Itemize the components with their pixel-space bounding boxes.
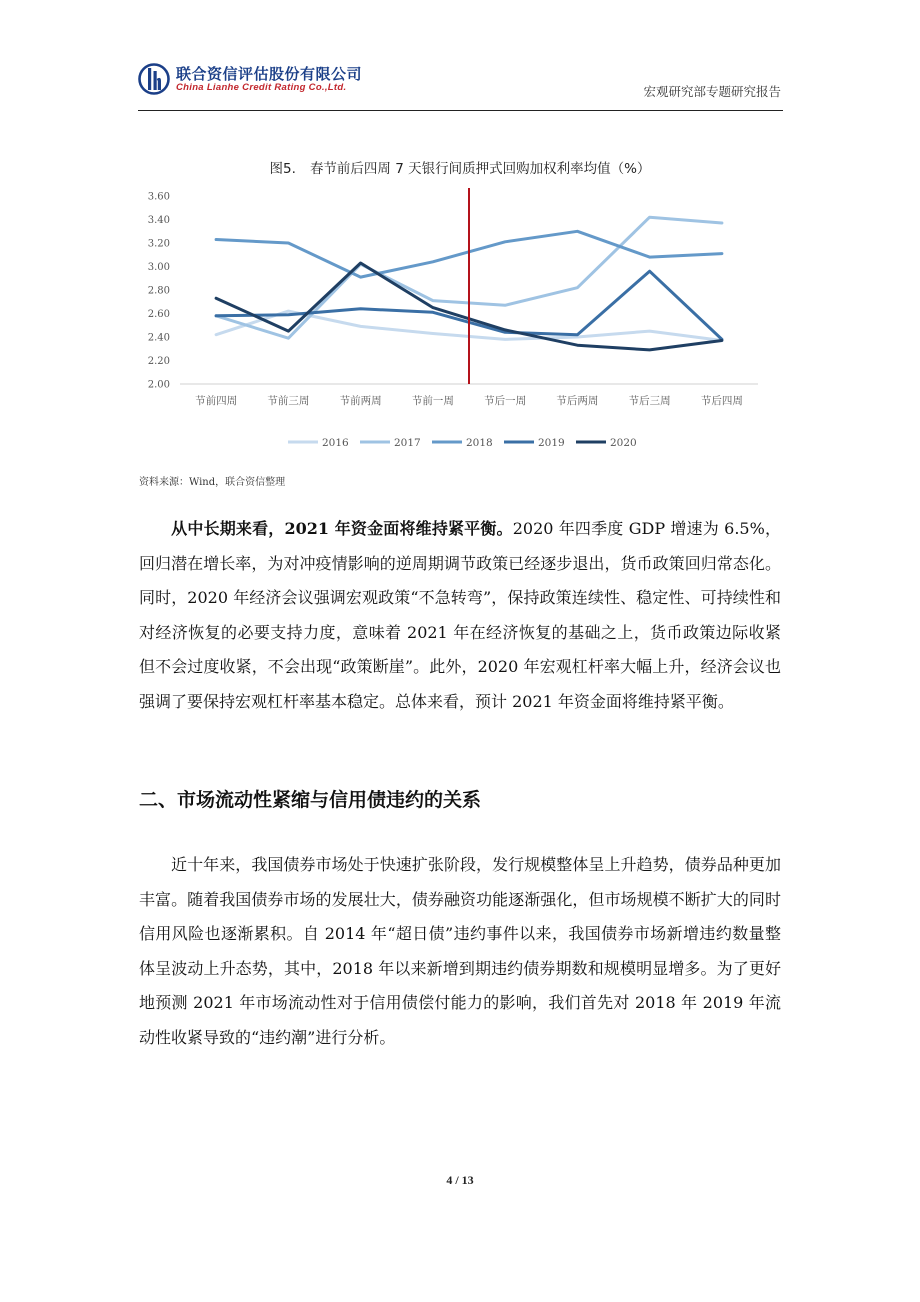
x-tick-label: 节前一周	[411, 395, 454, 407]
paragraph-body: 2020 年四季度 GDP 增速为 6.5%，回归潜在增长率，为对冲疫情影响的逆周期调节政策已经逐步退出，货币政策回归常态化。同时，2020 年经济会议强调宏观政策“不急转弯”，保持政策连续性、稳定性、可持续性和对经济恢复的必要支持力度，意味着 2021 年在经济恢复的基础之上，货币政策边际收紧但不会过度收紧，不会出现“政策断崖”。此外，2020 年宏观杠杆率大幅上升，经济会议也强调了要保持宏观杠杆率基本稳定。总体来看，预计 2021 年资金面将维持紧平衡。	[139, 519, 781, 711]
figure-source: 资料来源：Wind，联合资信整理	[139, 477, 286, 488]
y-tick-label: 3.00	[147, 262, 170, 273]
legend-label-2019: 2019	[538, 437, 565, 449]
y-tick-label: 2.60	[147, 309, 170, 320]
company-logo-icon	[138, 62, 170, 96]
page-header	[138, 60, 783, 111]
paragraph-body: 近十年来，我国债券市场处于快速扩张阶段，发行规模整体呈上升趋势，债券品种更加丰富。随着我国债券市场的发展壮大，债券融资功能逐渐强化，但市场规模不断扩大的同时信用风险也逐渐累积。自 2014 年“超日债”违约事件以来，我国债券市场新增违约数量整体呈波动上升态势，其中，2018 年以来新增到期违约债券期数和规模明显增多。为了更好地预测 2021 年市场流动性对于信用债偿付能力的影响，我们首先对 2018 年 2019 年流动性收紧导致的“违约潮”进行分析。	[139, 855, 781, 1047]
legend-label-2020: 2020	[610, 437, 637, 449]
legend-label-2016: 2016	[322, 437, 349, 449]
section-heading: 二、市场流动性紧缩与信用债违约的关系	[139, 789, 482, 811]
legend-label-2017: 2017	[394, 437, 421, 449]
company-name-en: China Lianhe Credit Rating Co.,Ltd.	[176, 82, 347, 93]
report-series-title: 宏观研究部专题研究报告	[643, 84, 781, 99]
y-tick-label: 2.80	[147, 285, 170, 297]
page-number: 4 / 13	[446, 1173, 474, 1187]
x-tick-label: 节前三周	[267, 395, 310, 407]
legend-label-2018: 2018	[466, 437, 493, 449]
x-tick-label: 节后两周	[556, 395, 599, 407]
x-tick-label: 节后四周	[700, 395, 743, 407]
paragraph-liquidity-outlook	[139, 512, 781, 719]
x-tick-label: 节前四周	[195, 395, 238, 407]
y-tick-label: 3.40	[147, 215, 170, 226]
figure-number: 图5.	[269, 161, 296, 177]
x-tick-label: 节后一周	[484, 395, 527, 407]
y-tick-label: 2.40	[147, 332, 170, 344]
y-tick-label: 3.60	[147, 191, 170, 203]
x-tick-label: 节后三周	[628, 395, 671, 407]
figure-caption	[0, 157, 920, 177]
y-tick-label: 2.20	[147, 356, 170, 367]
company-name-cn: 联合资信评估股份有限公司	[176, 65, 363, 83]
paragraph-default-history	[139, 848, 781, 1055]
paragraph-lead: 从中长期来看，2021 年资金面将维持紧平衡。	[171, 519, 513, 538]
y-tick-label: 2.00	[147, 379, 170, 391]
y-tick-label: 3.20	[147, 238, 170, 250]
x-tick-label: 节前两周	[339, 395, 382, 407]
figure-title: 春节前后四周 7 天银行间质押式回购加权利率均值（%）	[309, 161, 651, 177]
repo-rate-line-chart	[140, 180, 770, 465]
